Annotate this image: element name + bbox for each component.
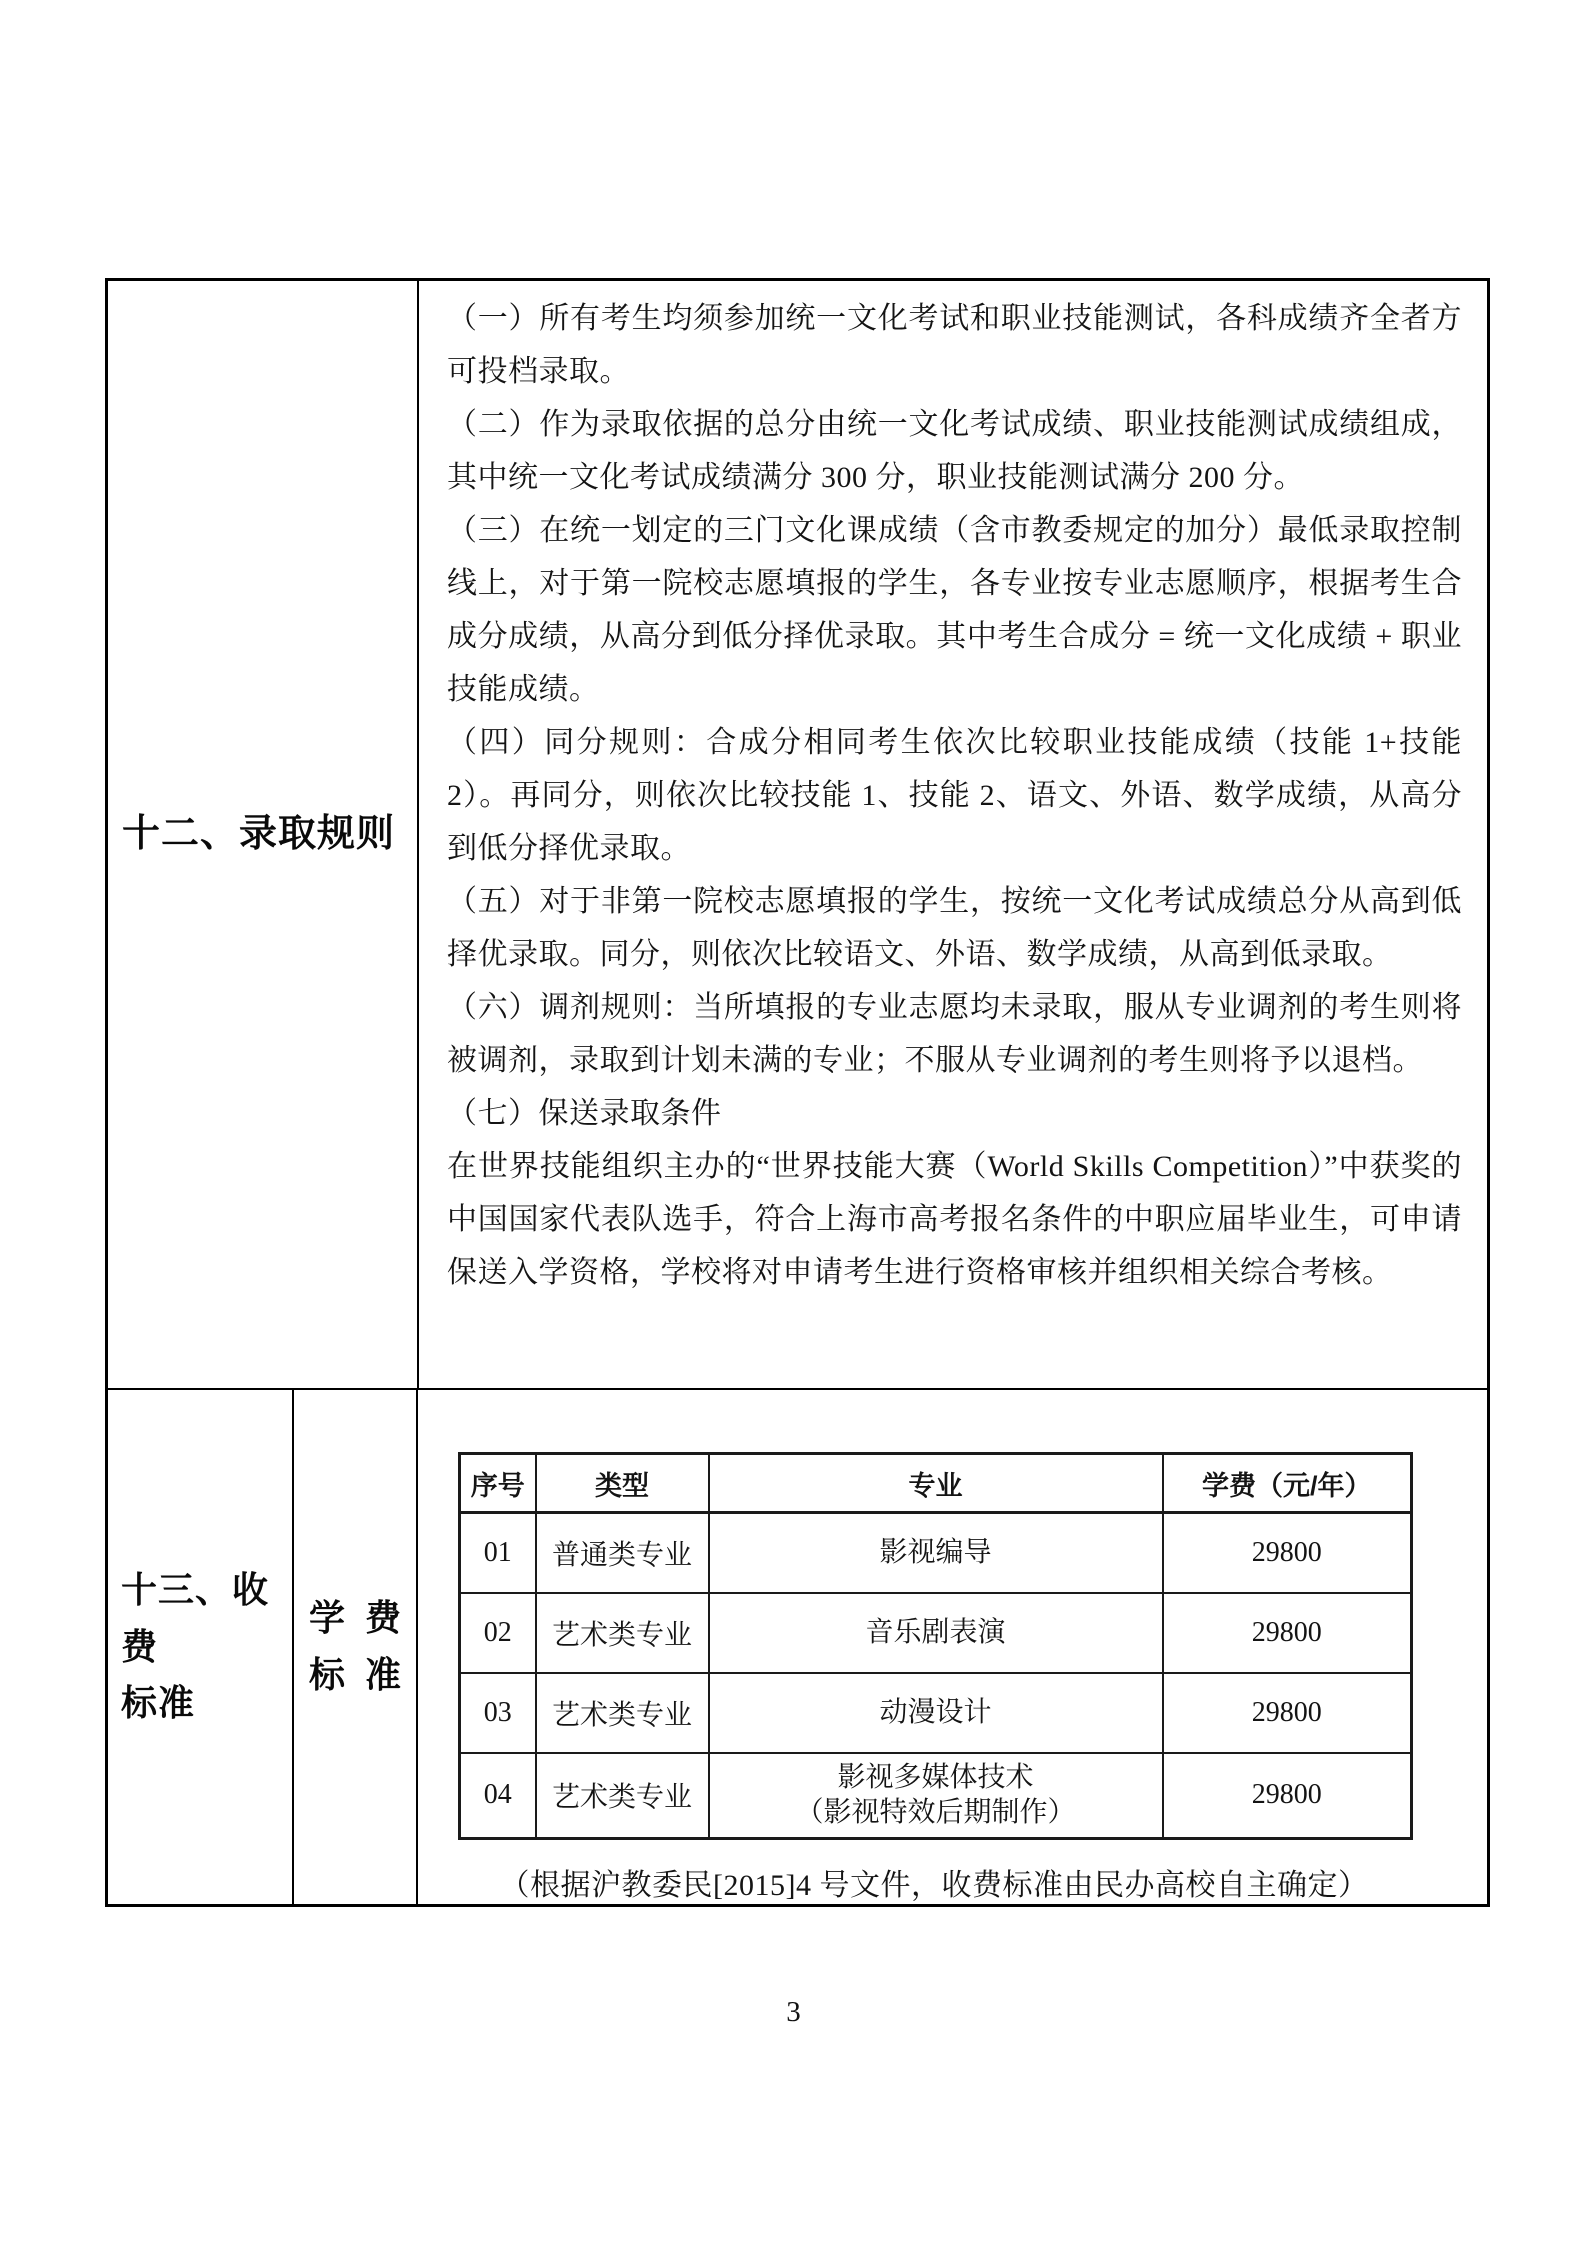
col-header-type: 类型 <box>536 1454 709 1513</box>
paragraph-rule-7: （七）保送录取条件 <box>447 1097 722 1130</box>
tuition-fee-table <box>458 1452 1413 1840</box>
sublabel-char: 标 <box>309 1654 346 1695</box>
row-major <box>709 1593 1163 1673</box>
cell-section13-label <box>108 1390 294 1904</box>
major-name: 音乐剧表演 <box>865 1617 1006 1648</box>
row-fee: 29800 <box>1163 1513 1412 1593</box>
cell-tuition-sublabel <box>294 1390 418 1904</box>
row-admission-rules <box>108 281 1487 1390</box>
paragraph-rule-4: （四）同分规则：合成分相同考生依次比较职业技能成绩（技能 1+技能 2）。再同分，则依次比较技能 1、技能 2、语文、外语、数学成绩，从高分到低分择优录取。 <box>447 726 1462 865</box>
row-major <box>709 1753 1163 1839</box>
row-index: 02 <box>460 1593 536 1673</box>
admissions-info-table <box>105 278 1490 1907</box>
major-name: 影视多媒体技术 <box>837 1762 1034 1794</box>
table-row <box>460 1673 1412 1753</box>
row-fee: 29800 <box>1163 1753 1412 1839</box>
row-fee: 29800 <box>1163 1593 1412 1673</box>
row-fee-standards <box>108 1390 1487 1904</box>
col-header-fee: 学费（元/年） <box>1163 1454 1412 1513</box>
tuition-sublabel <box>309 1590 401 1704</box>
paragraph-rule-2: （二）作为录取依据的总分由统一文化考试成绩、职业技能测试成绩组成，其中统一文化考试成绩满分 300 分，职业技能测试满分 200 分。 <box>447 408 1462 494</box>
tuition-sublabel-line1 <box>309 1590 401 1647</box>
row-fee: 29800 <box>1163 1673 1412 1753</box>
row-index: 03 <box>460 1673 536 1753</box>
row-major <box>709 1513 1163 1593</box>
section12-title: 十二、录取规则 <box>122 813 396 856</box>
major-name: 影视编导 <box>879 1537 992 1569</box>
table-row <box>460 1513 1412 1593</box>
page-number: 3 <box>786 1996 801 2028</box>
sublabel-char: 费 <box>364 1597 401 1639</box>
major-name: 动漫设计 <box>879 1697 992 1728</box>
row-index: 04 <box>460 1753 536 1839</box>
fee-table-header-row <box>460 1454 1412 1513</box>
col-header-major: 专业 <box>709 1454 1163 1513</box>
row-type: 艺术类专业 <box>536 1673 709 1753</box>
row-index: 01 <box>460 1513 536 1593</box>
table-row <box>460 1593 1412 1673</box>
paragraph-rule-6: （六）调剂规则：当所填报的专业志愿均未录取，服从专业调剂的考生则将被调剂，录取到计划未满的专业；不服从专业调剂的考生则将予以退档。 <box>447 991 1462 1077</box>
major-subname: （影视特效后期制作） <box>795 1797 1076 1829</box>
col-header-index: 序号 <box>460 1454 536 1513</box>
section13-title-line2: 标准 <box>121 1682 196 1724</box>
cell-fee-content <box>418 1390 1487 1904</box>
row-type: 艺术类专业 <box>536 1593 709 1673</box>
sublabel-char: 准 <box>364 1654 401 1695</box>
paragraph-rule-3: （三）在统一划定的三门文化课成绩（含市教委规定的加分）最低录取控制线上，对于第一院校志愿填报的学生，各专业按专业志愿顺序，根据考生合成分成绩，从高分到低分择优录取。其中考生合成分 = 统一文化成绩 + 职业技能成绩。 <box>447 514 1462 706</box>
fee-note: （根据沪教委民[2015]4 号文件，收费标准由民办高校自主确定） <box>499 1869 1369 1902</box>
section13-title-line1: 十三、收费 <box>121 1568 270 1667</box>
cell-section12-body <box>419 281 1487 1388</box>
sublabel-char: 学 <box>309 1597 346 1639</box>
cell-section12-label <box>108 281 419 1388</box>
paragraph-rule-1: （一）所有考生均须参加统一文化考试和职业技能测试，各科成绩齐全者方可投档录取。 <box>447 302 1462 388</box>
row-type: 艺术类专业 <box>536 1753 709 1839</box>
paragraph-rule-5: （五）对于非第一院校志愿填报的学生，按统一文化考试成绩总分从高到低择优录取。同分，则依次比较语文、外语、数学成绩，从高到低录取。 <box>447 885 1462 971</box>
paragraph-rule-8: 在世界技能组织主办的“世界技能大赛（World Skills Competition）”中获奖的中国国家代表队选手，符合上海市高考报名条件的中职应届毕业生，可申请保送入学资格，学校将对申请考生进行资格审核并组织相关综合考核。 <box>447 1150 1462 1289</box>
tuition-sublabel-line2 <box>309 1647 401 1704</box>
row-type: 普通类专业 <box>536 1513 709 1593</box>
table-row <box>460 1753 1412 1839</box>
row-major <box>709 1673 1163 1753</box>
